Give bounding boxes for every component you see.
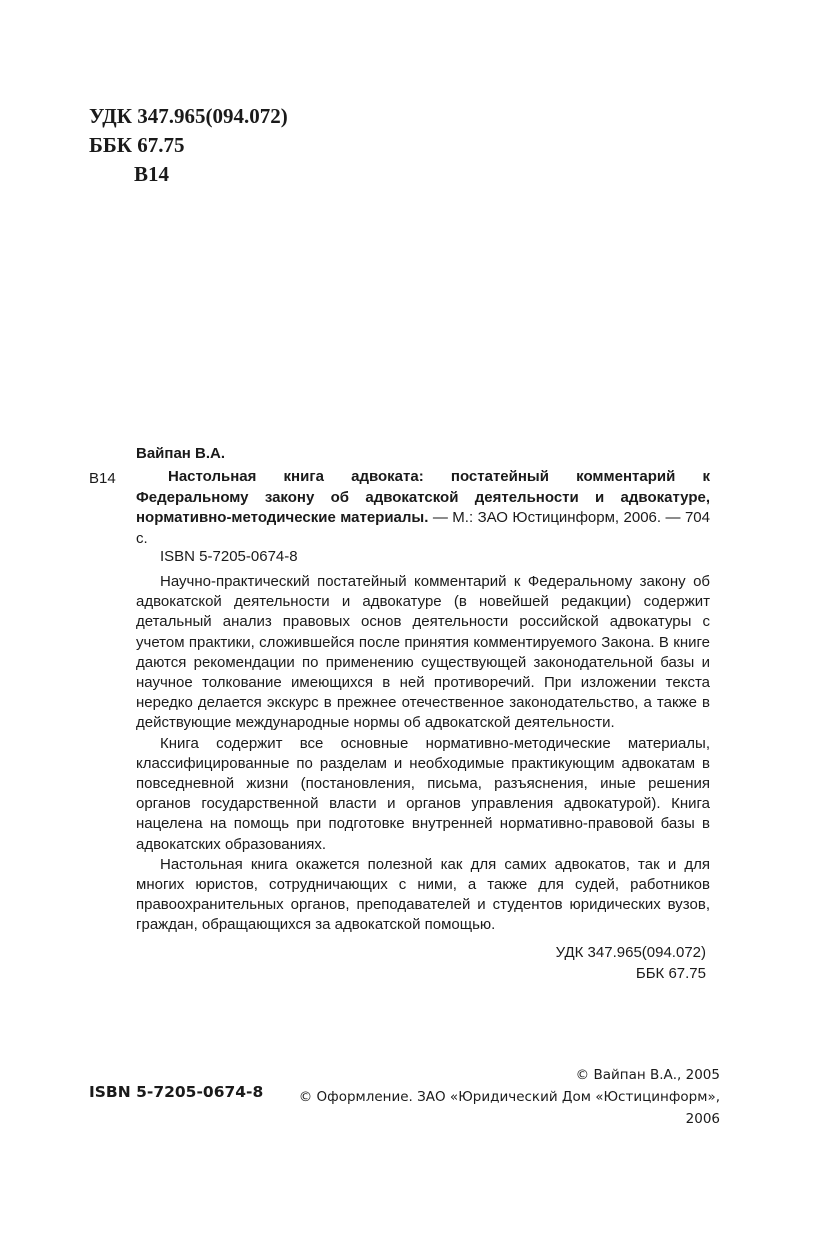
- classification-codes-header: [89, 102, 288, 189]
- catalog-code: В14: [89, 470, 116, 487]
- abstract-paragraph: Книга содержит все основные нормативно-методические материалы, классифицированные по разделам и необходимые практикующим адвокатам в повседневной жизни (постановления, письма, разъяснения, иные решения органов государственной власти и органов управления адвокатурой). Книга нацелена на помощь при подготовке внутренней нормативно-правовой базы в адвокатских образованиях.: [136, 734, 710, 853]
- copyright-design: © Оформление. ЗАО «Юридический Дом «Юстицинформ», 2006: [298, 1089, 720, 1127]
- copyright-block: [284, 1064, 720, 1130]
- abstract-paragraph: Научно-практический постатейный комментарий к Федеральному закону об адвокатской деятельности и адвокатуре (в новейшей редакции) содержит детальный анализ правовых основ деятельности российской адвокатуры с учетом практики, сложившейся после принятия комментируемого Закона. В книге даются рекомендации по применению существующей законодательной базы и научное толкование имеющихся в ней противоречий. При изложении текста нередко делается экскурс в прежнее отечественное законодательство, а также в действующие международные нормы об адвокатской деятельности.: [136, 573, 710, 732]
- classification-codes-footer: [480, 942, 706, 984]
- bbk-code-right: ББК 67.75: [635, 965, 706, 982]
- udk-code: УДК 347.965(094.072): [89, 104, 288, 128]
- copyright-author: © Вайпан В.А., 2005: [575, 1067, 720, 1083]
- bbk-code: ББК 67.75: [89, 133, 185, 157]
- abstract: [136, 572, 710, 936]
- abstract-paragraph: Настольная книга окажется полезной как для самих адвокатов, так и для многих юристов, сотрудничающих с ними, а также для судей, работников правоохранительных органов, преподавателей и студентов юридических вузов, граждан, обращающихся за адвокатской помощью.: [136, 855, 710, 934]
- udk-code-right: УДК 347.965(094.072): [555, 944, 706, 961]
- bibliographic-entry: [136, 467, 710, 549]
- book-title: Настольная книга адвоката: постатейный комментарий к Федеральному закону об адвокатской деятельности и адвокатуре, нормативно-методические материалы.: [136, 468, 710, 526]
- author-mark: В14: [134, 162, 170, 186]
- imprint: — М.: ЗАО Юстицинформ, 2006. — 704 с.: [136, 509, 710, 547]
- footer-isbn: ISBN 5-7205-0674-8: [89, 1083, 264, 1101]
- author-name: Вайпан В.А.: [136, 445, 226, 462]
- isbn-line: ISBN 5-7205-0674-8: [160, 548, 298, 565]
